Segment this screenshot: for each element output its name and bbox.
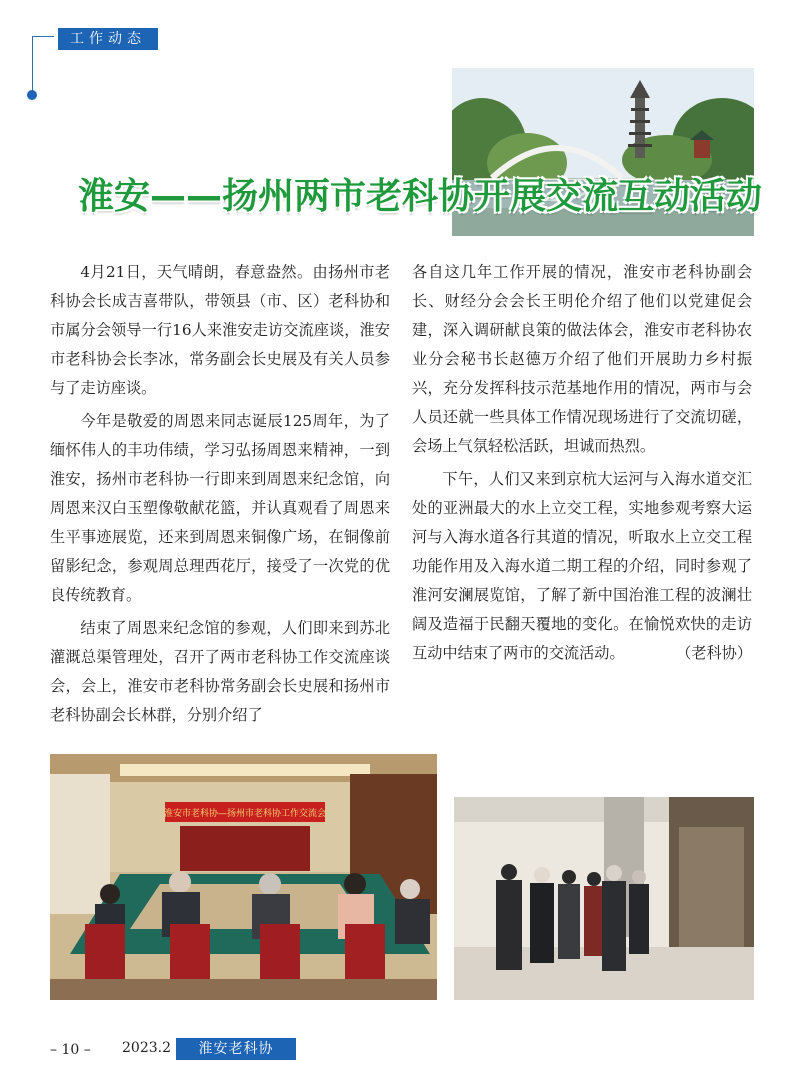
paragraph-4-text: 下午，人们又来到京杭大运河与入海水道交汇处的亚洲最大的水上立交工程，实地参观考察大运河与入海水道各行其道的情况，听取水上立交工程功能作用及入海水道二期工程的介绍，同时参观了淮河安澜展览馆，了解了新中国治淮工程的波澜壮阔及造福于民翻天覆地的变化。在愉悦欢快的走访互动中结束了两市的交流活动。 [412, 470, 752, 662]
paragraph-4 [412, 465, 752, 668]
section-tag: 工作动态 [58, 28, 158, 50]
article-title: 淮安——扬州两市老科协开展交流互动活动 [78, 176, 763, 217]
article-signature: （老科协） [676, 644, 752, 662]
meeting-scene [50, 754, 437, 1000]
header-dot [27, 90, 37, 100]
paragraph-3: 结束了周恩来纪念馆的参观，人们即来到苏北灌溉总渠管理处，召开了两市老科协工作交流座谈会，会上，淮安市老科协常务副会长史展和扬州市老科协副会长林群，分别介绍了 [50, 619, 390, 724]
meeting-photo [50, 754, 437, 1000]
header-rule-horizontal [32, 36, 54, 37]
meeting-banner: 淮安市老科协—扬州市老科协工作交流会 [163, 809, 327, 819]
paragraph-1: 4月21日，天气晴朗，春意盎然。由扬州市老科协会长成吉喜带队，带领县（市、区）老科协和市属分会领导一行16人来淮安走访交流座谈，淮安市老科协会长李冰，常务副会长史展及有关人员参与了走访座谈。 [50, 263, 390, 397]
paragraph-2: 今年是敬爱的周恩来同志诞辰125周年，为了缅怀伟人的丰功伟绩，学习弘扬周恩来精神，一到淮安，扬州市老科协一行即来到周恩来纪念馆，向周恩来汉白玉塑像敬献花篮，并认真观看了周恩来生平事迹展览，还来到周恩来铜像广场，在铜像前留影纪念，参观周总理西花厅，接受了一次党的优良传统教育。 [50, 412, 390, 604]
exhibition-scene [454, 797, 754, 1000]
issue-label: 2023.2 [122, 1040, 171, 1056]
article-column-right [412, 258, 752, 672]
page-number: – 10 – [50, 1042, 91, 1058]
paragraph-3-continued: 各自这几年工作开展的情况，淮安市老科协副会长、财经分会会长王明伦介绍了他们以党建促会建，深入调研献良策的做法体会，淮安市老科协农业分会秘书长赵德万介绍了他们开展助力乡村振兴，充分发挥科技示范基地作用的情况，两市与会人员还就一些具体工作情况现场进行了交流切磋，会场上气氛轻松活跃，坦诚而热烈。 [412, 263, 752, 455]
article-column-left [50, 258, 390, 734]
magazine-name: 淮安老科协 [176, 1038, 296, 1060]
header-rule-vertical [32, 36, 33, 94]
exhibition-photo [454, 797, 754, 1000]
